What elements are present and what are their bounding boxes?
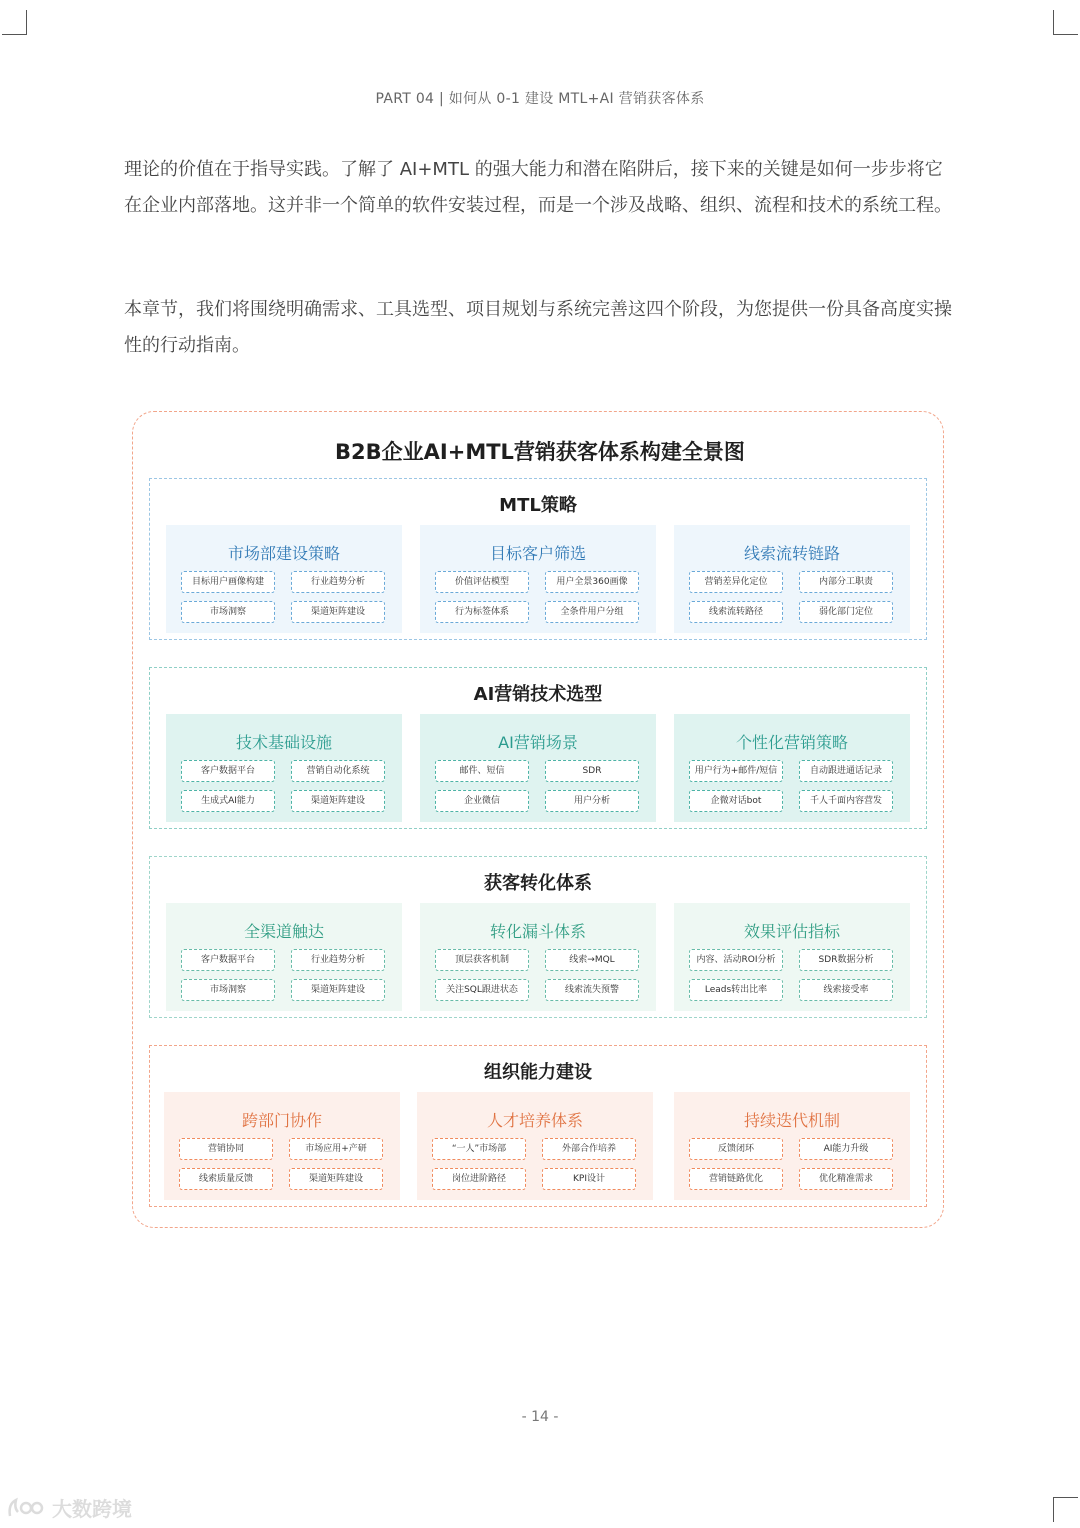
item-chip: 线索流失预警 (545, 979, 639, 1001)
crop-mark-top-left (2, 10, 27, 35)
item-chip: SDR数据分析 (799, 949, 893, 971)
item-chip: 生成式AI能力 (181, 790, 275, 812)
item-chip: 渠道矩阵建设 (289, 1168, 383, 1190)
item-chip: 营销自动化系统 (291, 760, 385, 782)
card (166, 903, 402, 1011)
card (420, 525, 656, 633)
item-chip: 企业微信 (435, 790, 529, 812)
item-chip: 市场洞察 (181, 979, 275, 1001)
crop-mark-bottom-right (1053, 1497, 1078, 1522)
card (166, 525, 402, 633)
item-chip: 营销协同 (179, 1138, 273, 1160)
item-chip: SDR (545, 760, 639, 782)
item-chip: 营销链路优化 (689, 1168, 783, 1190)
item-chip: 用户分析 (545, 790, 639, 812)
item-chip: 顶层获客机制 (435, 949, 529, 971)
card-title: 个性化营销策略 (735, 733, 848, 752)
item-chip: Leads转出比率 (689, 979, 783, 1001)
item-chip: 线索→MQL (545, 949, 639, 971)
watermark (6, 1493, 132, 1522)
card-title: 目标客户筛选 (489, 544, 586, 563)
running-header: PART 04 | 如何从 0-1 建设 MTL+AI 营销获客体系 (375, 91, 705, 107)
item-chip: 反馈闭环 (689, 1138, 783, 1160)
card-title: 持续迭代机制 (743, 1111, 840, 1130)
section-org-capability (149, 1045, 927, 1207)
item-chip: “一人”市场部 (432, 1138, 526, 1160)
item-chip: 关注SQL跟进状态 (435, 979, 529, 1001)
card-title: 转化漏斗体系 (489, 922, 586, 941)
page-number: - 14 - (521, 1409, 559, 1425)
paragraph-intro: 理论的价值在于指导实践。了解了 AI+MTL 的强大能力和潜在陷阱后，接下来的关键是如何一步步将它在企业内部落地。这并非一个简单的软件安装过程，而是一个涉及战略、组织、流程和技术的系统工程。 (124, 159, 952, 216)
section-title: MTL策略 (499, 495, 577, 516)
card-title: AI营销场景 (498, 733, 578, 752)
item-chip: 优化精准需求 (799, 1168, 893, 1190)
card (420, 714, 656, 822)
item-chip: 企微对话bot (689, 790, 783, 812)
paragraph-chapter-overview: 本章节，我们将围绕明确需求、工具选型、项目规划与系统完善这四个阶段，为您提供一份具备高度实操性的行动指南。 (124, 299, 952, 356)
item-chip: 营销差异化定位 (689, 571, 783, 593)
card-title: 线索流转链路 (743, 544, 840, 563)
card-title: 技术基础设施 (235, 733, 332, 752)
section-title: AI营销技术选型 (473, 684, 603, 705)
card (674, 525, 910, 633)
item-chip: 线索流转路径 (689, 601, 783, 623)
item-chip: 行业趋势分析 (291, 949, 385, 971)
item-chip: 邮件、短信 (435, 760, 529, 782)
item-chip: 目标用户画像构建 (181, 571, 275, 593)
item-chip: 价值评估模型 (435, 571, 529, 593)
item-chip: 渠道矩阵建设 (291, 979, 385, 1001)
card (166, 714, 402, 822)
item-chip: 线索接受率 (799, 979, 893, 1001)
item-chip: 行为标签体系 (435, 601, 529, 623)
section-ai-tech-selection (149, 667, 927, 829)
item-chip: 千人千面内容营发 (799, 790, 893, 812)
card (674, 903, 910, 1011)
item-chip: 行业趋势分析 (291, 571, 385, 593)
item-chip: 客户数据平台 (181, 760, 275, 782)
item-chip: 客户数据平台 (181, 949, 275, 971)
card-title: 全渠道触达 (243, 922, 324, 941)
card (674, 1092, 910, 1200)
section-title: 获客转化体系 (484, 873, 592, 894)
card-title: 市场部建设策略 (227, 544, 340, 563)
card-title: 跨部门协作 (241, 1111, 322, 1130)
card (164, 1092, 400, 1200)
item-chip: 线索质量反馈 (179, 1168, 273, 1190)
item-chip: AI能力升级 (799, 1138, 893, 1160)
item-chip: 内容、活动ROI分析 (689, 949, 783, 971)
item-chip: 全条件用户分组 (545, 601, 639, 623)
item-chip: 用户全景360画像 (545, 571, 639, 593)
section-mtl-strategy (149, 478, 927, 640)
card (674, 714, 910, 822)
item-chip: 市场应用+产研 (289, 1138, 383, 1160)
item-chip: 岗位进阶路径 (432, 1168, 526, 1190)
diagram-title: B2B企业AI+MTL营销获客体系构建全景图 (335, 440, 745, 464)
item-chip: 用户行为+邮件/短信 (689, 760, 783, 782)
item-chip: KPI设计 (542, 1168, 636, 1190)
watermark-text: 大数跨境 (52, 1497, 132, 1521)
card (420, 903, 656, 1011)
item-chip: 弱化部门定位 (799, 601, 893, 623)
section-acquisition-conversion (149, 856, 927, 1018)
item-chip: 渠道矩阵建设 (291, 601, 385, 623)
watermark-logo-icon (6, 1496, 44, 1520)
card-title: 效果评估指标 (743, 922, 840, 941)
section-title: 组织能力建设 (484, 1062, 592, 1083)
item-chip: 自动跟进通话记录 (799, 760, 893, 782)
item-chip: 外部合作培养 (542, 1138, 636, 1160)
crop-mark-top-right (1053, 10, 1078, 35)
item-chip: 渠道矩阵建设 (291, 790, 385, 812)
item-chip: 市场洞察 (181, 601, 275, 623)
item-chip: 内部分工职责 (799, 571, 893, 593)
card-title: 人才培养体系 (486, 1111, 583, 1130)
card (417, 1092, 653, 1200)
